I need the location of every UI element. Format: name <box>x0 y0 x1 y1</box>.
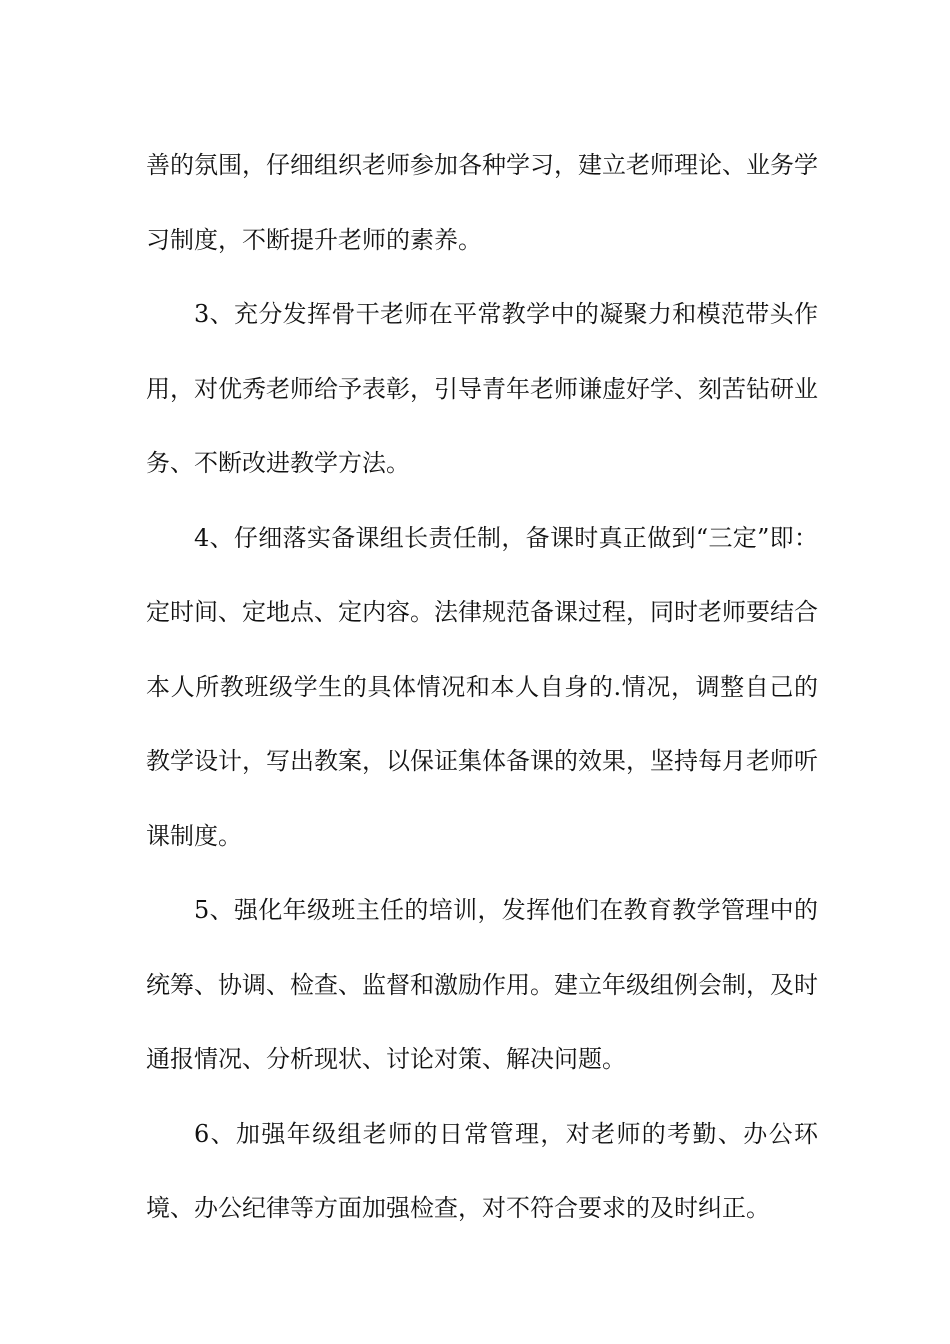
paragraph-continuation: 善的氛围，仔细组织老师参加各种学习，建立老师理论、业务学习制度，不断提升老师的素养。 <box>146 151 818 254</box>
document-body <box>146 128 818 1246</box>
paragraph-item-4: 4、仔细落实备课组长责任制，备课时真正做到“三定”即：定时间、定地点、定内容。法律规范备课过程，同时老师要结合本人所教班级学生的具体情况和本人自身的.情况，调整自己的教学设计，写出教案，以保证集体备课的效果，坚持每月老师听课制度。 <box>146 523 818 850</box>
paragraph-item-5: 5、强化年级班主任的培训，发挥他们在教育教学管理中的统筹、协调、检查、监督和激励作用。建立年级组例会制，及时通报情况、分析现状、讨论对策、解决问题。 <box>146 896 818 1073</box>
paragraph-item-3: 3、充分发挥骨干老师在平常教学中的凝聚力和模范带头作用，对优秀老师给予表彰，引导青年老师谦虚好学、刻苦钻研业务、不断改进教学方法。 <box>146 300 818 477</box>
paragraph-item-6: 6、加强年级组老师的日常管理，对老师的考勤、办公环境、办公纪律等方面加强检查，对不符合要求的及时纠正。 <box>146 1119 818 1222</box>
